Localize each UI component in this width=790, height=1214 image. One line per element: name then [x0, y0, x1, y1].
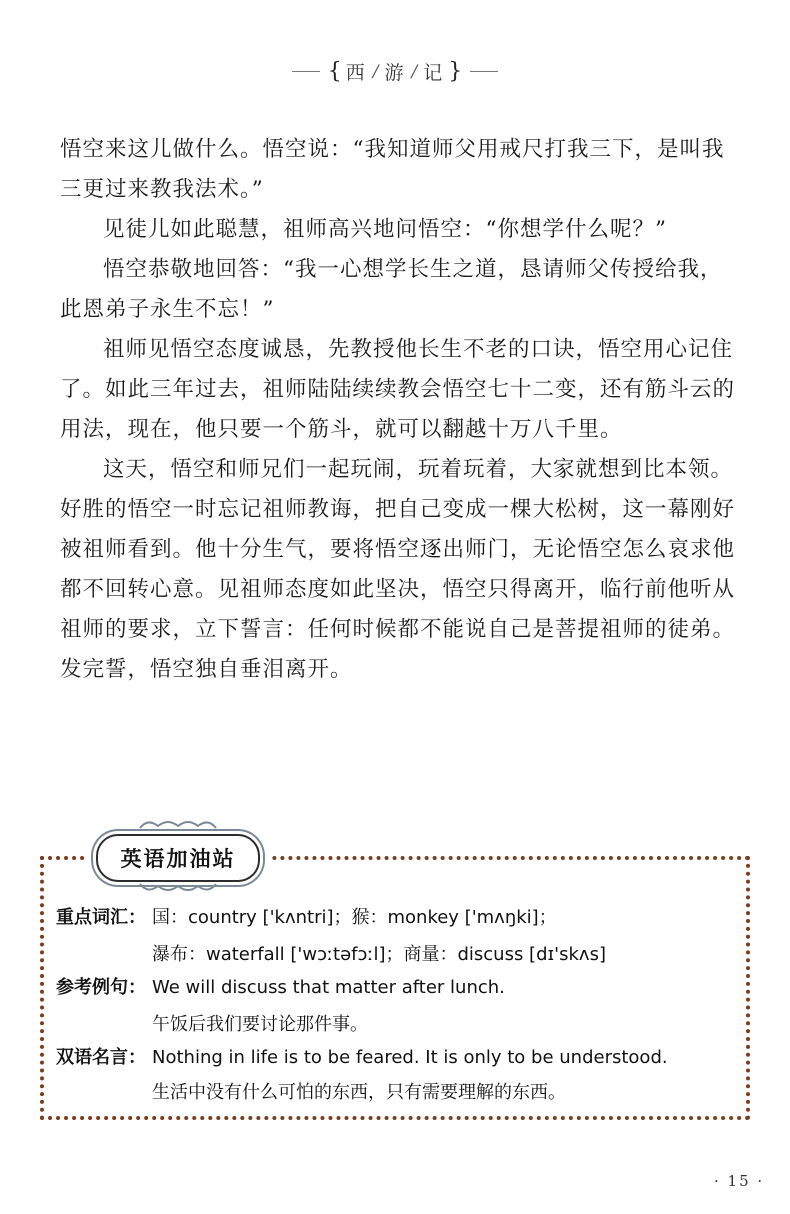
paragraph-continued: 悟空来这儿做什么。悟空说：“我知道师父用戒尺打我三下，是叫我三更过来教我法术。” [60, 137, 725, 202]
header-right-rule [470, 71, 498, 72]
paragraph: 这天，悟空和师兄们一起玩闹，玩着玩着，大家就想到比本领。好胜的悟空一时忘记祖师教诲，把自己变成一棵大松树，这一幕刚好被祖师看到。他十分生气，要将悟空逐出师门，无论悟空怎么哀求他都不回转心意。见祖师态度如此坚决，悟空只得离开，临行前他听从祖师的要求，立下誓言：任何时候都不能说自己是菩提祖师的徒弟。发完誓，悟空独自垂泪离开。 [60, 457, 736, 682]
example-row [56, 973, 505, 999]
example-english: We will discuss that matter after lunch. [152, 977, 505, 998]
english-corner-badge [86, 824, 270, 890]
quote-english: Nothing in life is to be feared. It is only to be understood. [152, 1047, 668, 1068]
vocab-row-1 [56, 903, 557, 929]
paragraph: 见徒儿如此聪慧，祖师高兴地问悟空：“你想学什么呢？” [103, 217, 667, 242]
running-header [0, 58, 790, 85]
page-number: · 15 · [714, 1172, 765, 1190]
ornament-top-icon [138, 818, 218, 830]
ornament-bottom-icon [138, 882, 218, 894]
header-right-brace: } [448, 58, 463, 84]
quote-label: 双语名言： [56, 1047, 146, 1068]
vocab-line-1: 国：country ['kʌntri]；猴：monkey ['mʌŋki]； [152, 907, 557, 928]
paragraph: 祖师见悟空态度诚恳，先教授他长生不老的口诀，悟空用心记住了。如此三年过去，祖师陆陆续续教会悟空七十二变，还有筋斗云的用法，现在，他只要一个筋斗，就可以翻越十万八千里。 [60, 337, 736, 442]
story-text [60, 130, 740, 690]
paragraph: 悟空恭敬地回答：“我一心想学长生之道，恳请师父传授给我，此恩弟子永生不忘！” [60, 257, 723, 322]
example-zh-row [152, 1010, 368, 1036]
example-chinese: 午饭后我们要讨论那件事。 [152, 1014, 368, 1035]
quote-chinese: 生活中没有什么可怕的东西，只有需要理解的东西。 [152, 1082, 566, 1103]
quote-row [56, 1043, 668, 1069]
vocab-line-2: 瀑布：waterfall ['wɔːtəfɔːl]；商量：discuss [dɪ'skʌs] [152, 944, 606, 965]
header-separator-2: / [411, 61, 418, 82]
example-label: 参考例句： [56, 977, 146, 998]
header-title-char-2: 游 [384, 62, 406, 84]
header-left-brace: { [327, 58, 342, 84]
vocab-row-2 [152, 940, 606, 966]
quote-zh-row [152, 1078, 566, 1104]
header-title-char-3: 记 [423, 62, 445, 84]
vocab-label: 重点词汇： [56, 907, 146, 928]
header-title-char-1: 西 [345, 62, 367, 84]
badge-title: 英语加油站 [96, 834, 260, 882]
header-left-rule [292, 71, 320, 72]
header-separator-1: / [372, 61, 379, 82]
